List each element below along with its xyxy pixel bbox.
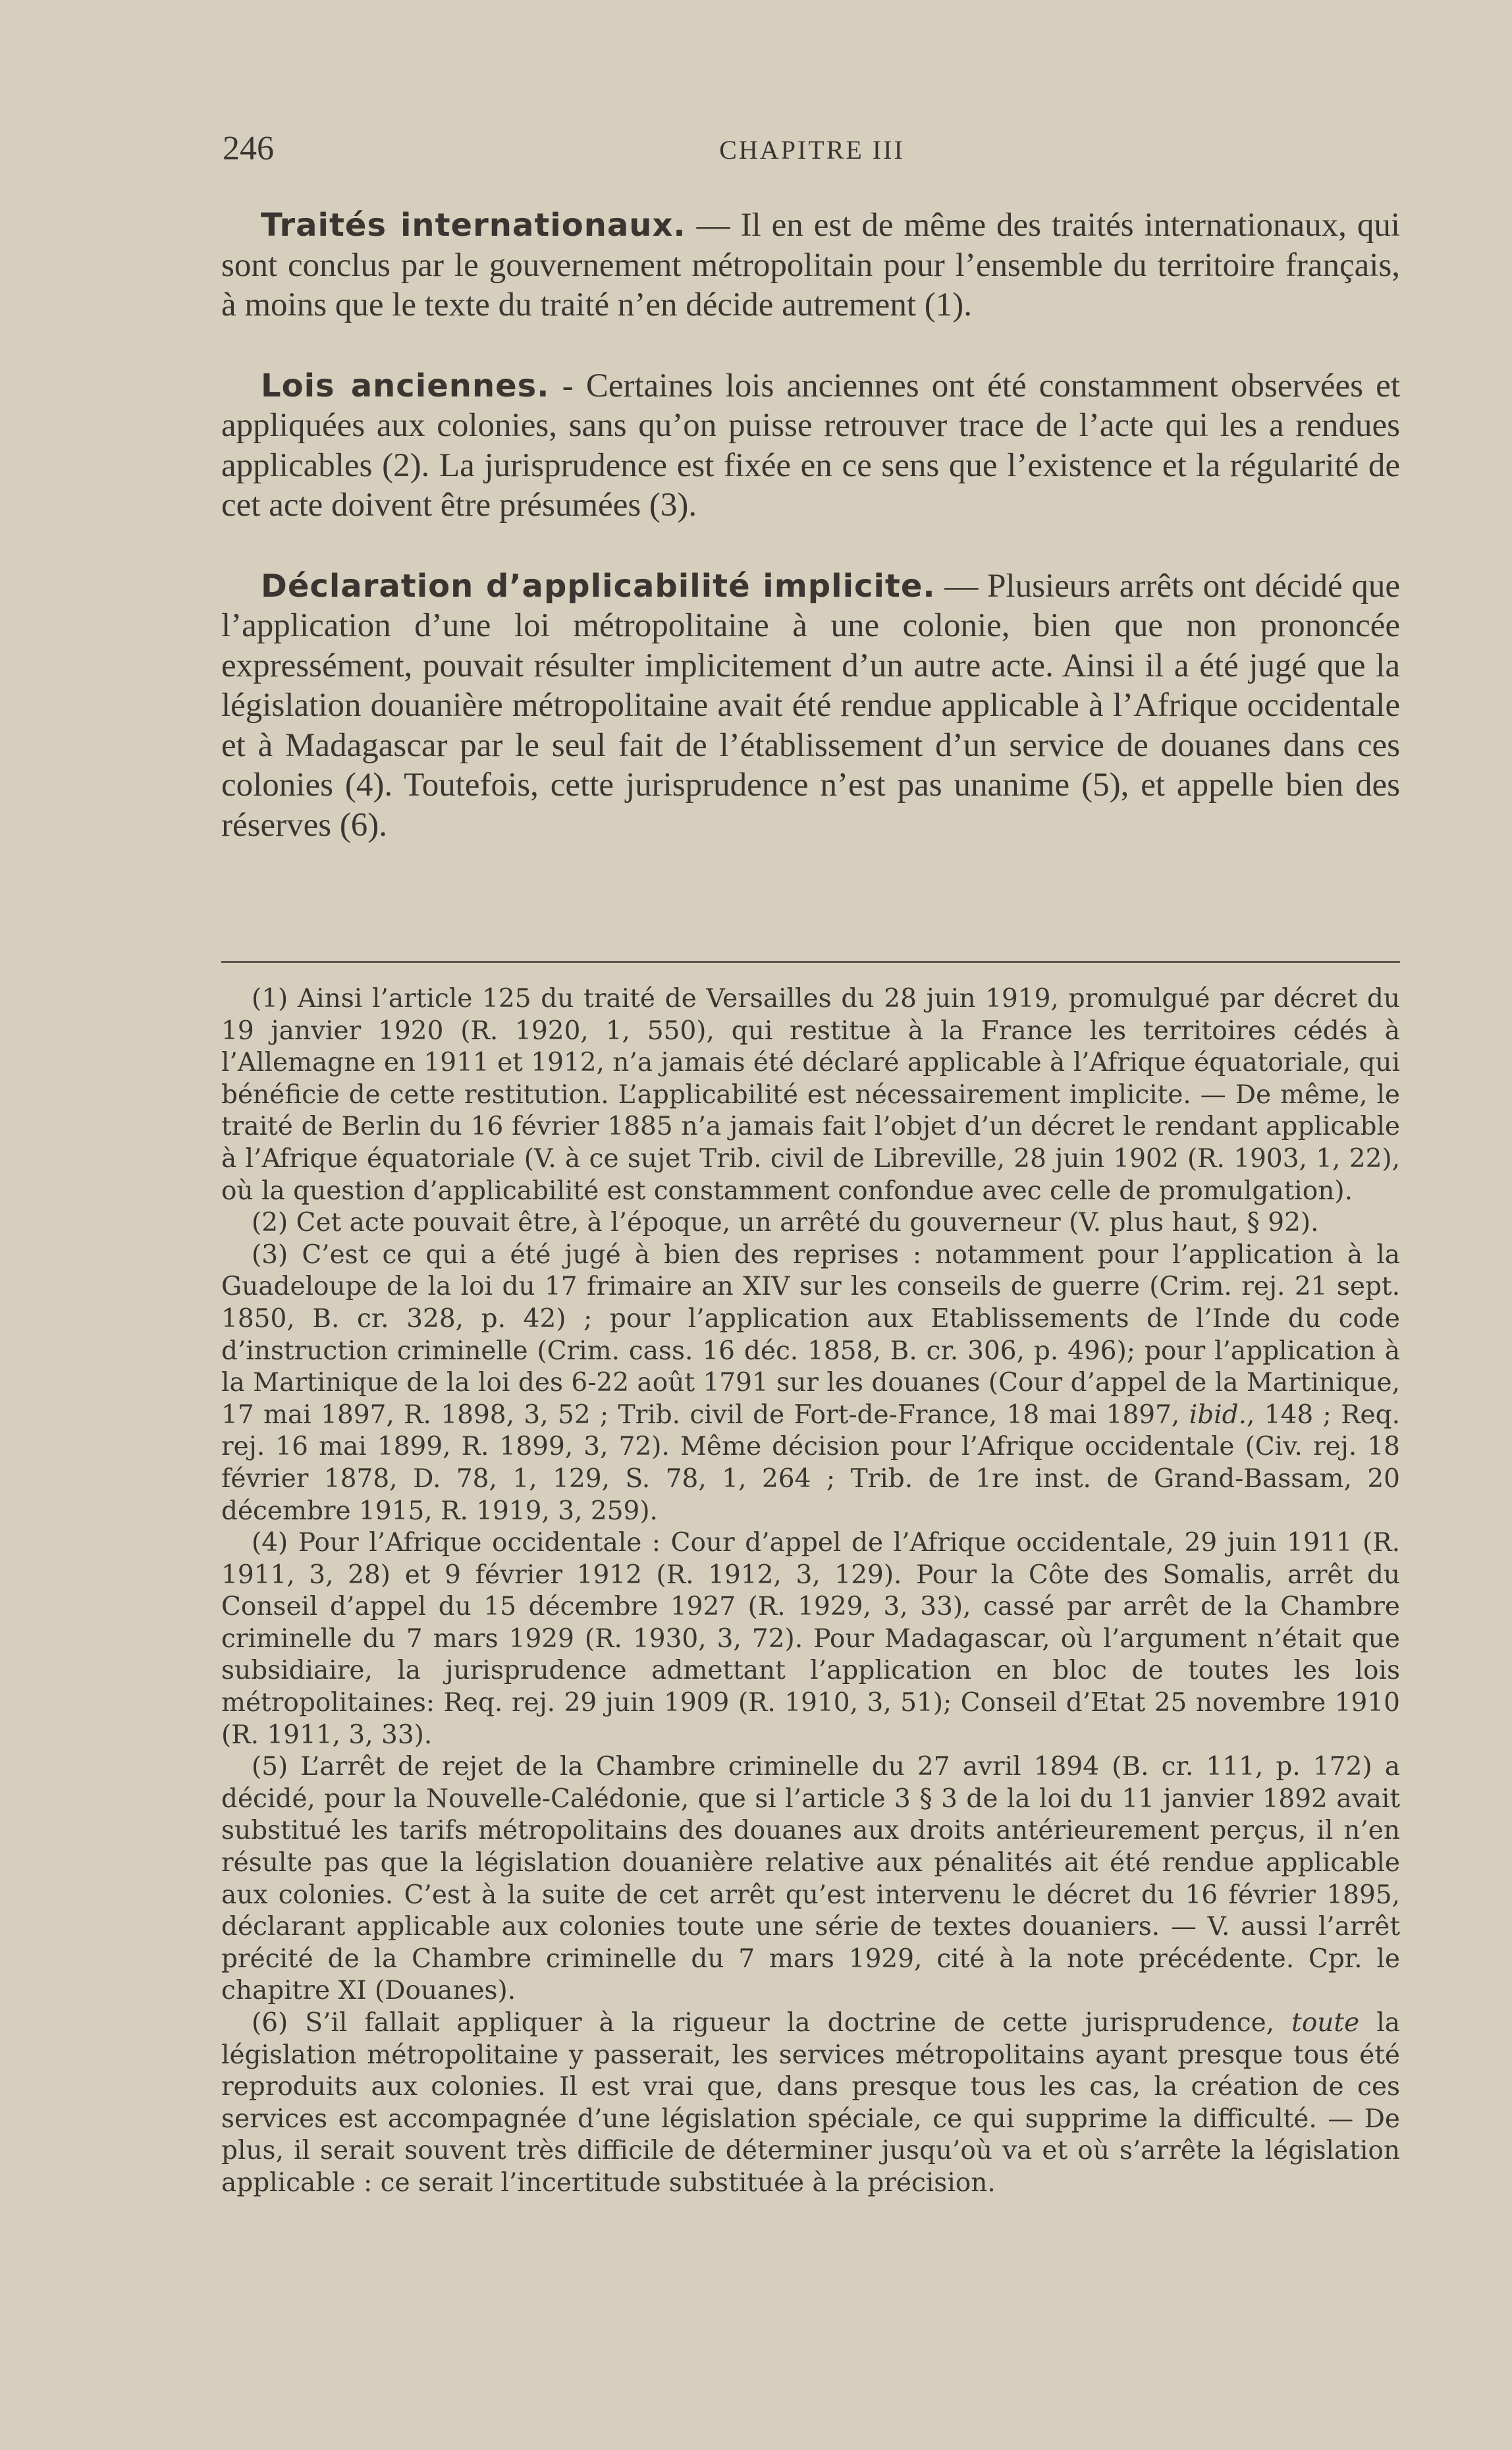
section-heading: Lois anciennes. (261, 367, 550, 404)
section-heading: Déclaration d’applicabilité implicite. (261, 567, 936, 605)
page-header (223, 129, 1401, 175)
heading-dash: — (686, 207, 741, 244)
footnote-6-text-a: (6) S’il fallait appliquer à la rigueur la doctrine de cette jurisprudence, (252, 2008, 1275, 2038)
heading-dash: — (935, 567, 988, 605)
section-heading: Traités internationaux. (261, 207, 686, 244)
footnote-1: (1) Ainsi l’article 125 du traité de Versailles du 28 juin 1919, promulgué par décret du 19 janvier 1920 (R. 1920, 1, 550), qui restitue à la France les territoires cédés à l’Allemagne en 1911 et 1912, n’a jamais été déclaré applicable à l’Afrique équatoriale, qui bénéficie de cette restitution. L’applicabilité est nécessairement implicite. — De même, le traité de Berlin du 16 février 1885 n’a jamais fait l’objet d’un décret le rendant applicable à l’Afrique équatoriale (V. à ce sujet Trib. civil de Libreville, 28 juin 1902 (R. 1903, 1, 22), où la question d’applicabilité est constamment confondue avec celle de promulgation). (221, 984, 1400, 1206)
footnotes (221, 983, 1400, 2200)
footnote-6-emphasis: toute (1291, 2008, 1360, 2038)
paragraph-text: Il en est de même des traités internationaux, qui sont conclus par le gouvernement métropolitain pour l’ensemble du territoire français, à moins que le texte du traité n’en décide autrement (1). (221, 207, 1400, 323)
paragraph-text: Plusieurs arrêts ont décidé que l’application d’une loi métropolitaine à une colonie, bien que non prononcée expressément, pouvait résulter implicitement d’un autre acte. Ainsi il a été jugé que la législation douanière métropolitaine avait été rendue applicable à l’Afrique occidentale et à Madagascar par le seul fait de l’établissement d’un service de douanes dans ces colonies (4). Toutefois, cette jurisprudence n’est pas unanime (5), et appelle bien des réserves (6). (221, 567, 1400, 844)
paragraph-lois-anciennes (221, 366, 1400, 526)
main-text (221, 205, 1400, 845)
page-number: 246 (223, 130, 274, 167)
footnote-3-ibid: ibid. (1189, 1400, 1247, 1430)
paragraph-traites-internationaux (221, 205, 1400, 325)
running-title: CHAPITRE III (719, 135, 905, 165)
footnote-6-text-b: la législation métropolitaine y passerait, les services métropolitains ayant presque tous été reproduits aux colonies. Il est vrai que, dans presque tous les cas, la création de ces services est accompagnée d’une législation spéciale, ce qui supprime la difficulté. — De plus, il serait souvent très difficile de déterminer jusqu’où va et où s’arrête la législation applicable : ce serait l’incertitude substituée à la précision. (221, 2008, 1400, 2198)
footnote-3 (221, 1239, 1400, 1527)
footnote-2: (2) Cet acte pouvait être, à l’époque, un arrêté du gouverneur (V. plus haut, § 92). (252, 1208, 1319, 1238)
heading-dash: - (549, 367, 586, 404)
footnote-4: (4) Pour l’Afrique occidentale : Cour d’appel de l’Afrique occidentale, 29 juin 1911 (R. 1911, 3, 28) et 9 février 1912 (R. 1912, 3, 129). Pour la Côte des Somalis, arrêt du Conseil d’appel du 15 décembre 1927 (R. 1929, 3, 33), cassé par arrêt de la Chambre criminelle du 7 mars 1929 (R. 1930, 3, 72). Pour Madagascar, où l’argument n’était que subsidiaire, la jurisprudence admettant l’application en bloc de toutes les lois métropolitaines: Req. rej. 29 juin 1909 (R. 1910, 3, 51); Conseil d’Etat 25 novembre 1910 (R. 1911, 3, 33). (221, 1528, 1400, 1750)
footnote-5: (5) L’arrêt de rejet de la Chambre criminelle du 27 avril 1894 (B. cr. 111, p. 172) a décidé, pour la Nouvelle-Calédonie, que si l’article 3 § 3 de la loi du 11 janvier 1892 avait substitué les tarifs métropolitains des douanes aux droits antérieurement perçus, il n’en résulte pas que la législation douanière relative aux pénalités ait été rendue applicable aux colonies. C’est à la suite de cet arrêt qu’est intervenu le décret du 16 février 1895, déclarant applicable aux colonies toute une série de textes douaniers. — V. aussi l’arrêt précité de la Chambre criminelle du 7 mars 1929, cité à la note précédente. Cpr. le chapitre XI (Douanes). (221, 1752, 1400, 2006)
paragraph-declaration-applicabilite (221, 566, 1400, 846)
footnote-3-text-b: , 148 ; Req. rej. 16 mai 1899, R. 1899, 3, 72). Même décision pour l’Afrique occidentale (Civ. rej. 18 février 1878, D. 78, 1, 129, S. 78, 1, 264 ; Trib. de 1re inst. de Grand-Bassam, 20 décembre 1915, R. 1919, 3, 259). (221, 1400, 1400, 1526)
footnote-divider (221, 961, 1400, 963)
footnote-3-text-a: (3) C’est ce qui a été jugé à bien des reprises : notamment pour l’application à la Guadeloupe de la loi du 17 frimaire an XIV sur les conseils de guerre (Crim. rej. 21 sept. 1850, B. cr. 328, p. 42) ; pour l’application aux Etablissements de l’Inde du code d’instruction criminelle (Crim. cass. 16 déc. 1858, B. cr. 306, p. 496); pour l’application à la Martinique de la loi des 6-22 août 1791 sur les douanes (Cour d’appel de la Martinique, 17 mai 1897, R. 1898, 3, 52 ; Trib. civil de Fort-de-France, 18 mai 1897, (221, 1239, 1400, 1430)
paragraph-text: Certaines lois anciennes ont été constamment observées et appliquées aux colonies, sans qu’on puisse retrouver trace de l’acte qui les a rendues applicables (2). La jurisprudence est fixée en ce sens que l’existence et la régularité de cet acte doivent être présumées (3). (221, 367, 1400, 524)
footnote-6 (221, 2007, 1400, 2200)
